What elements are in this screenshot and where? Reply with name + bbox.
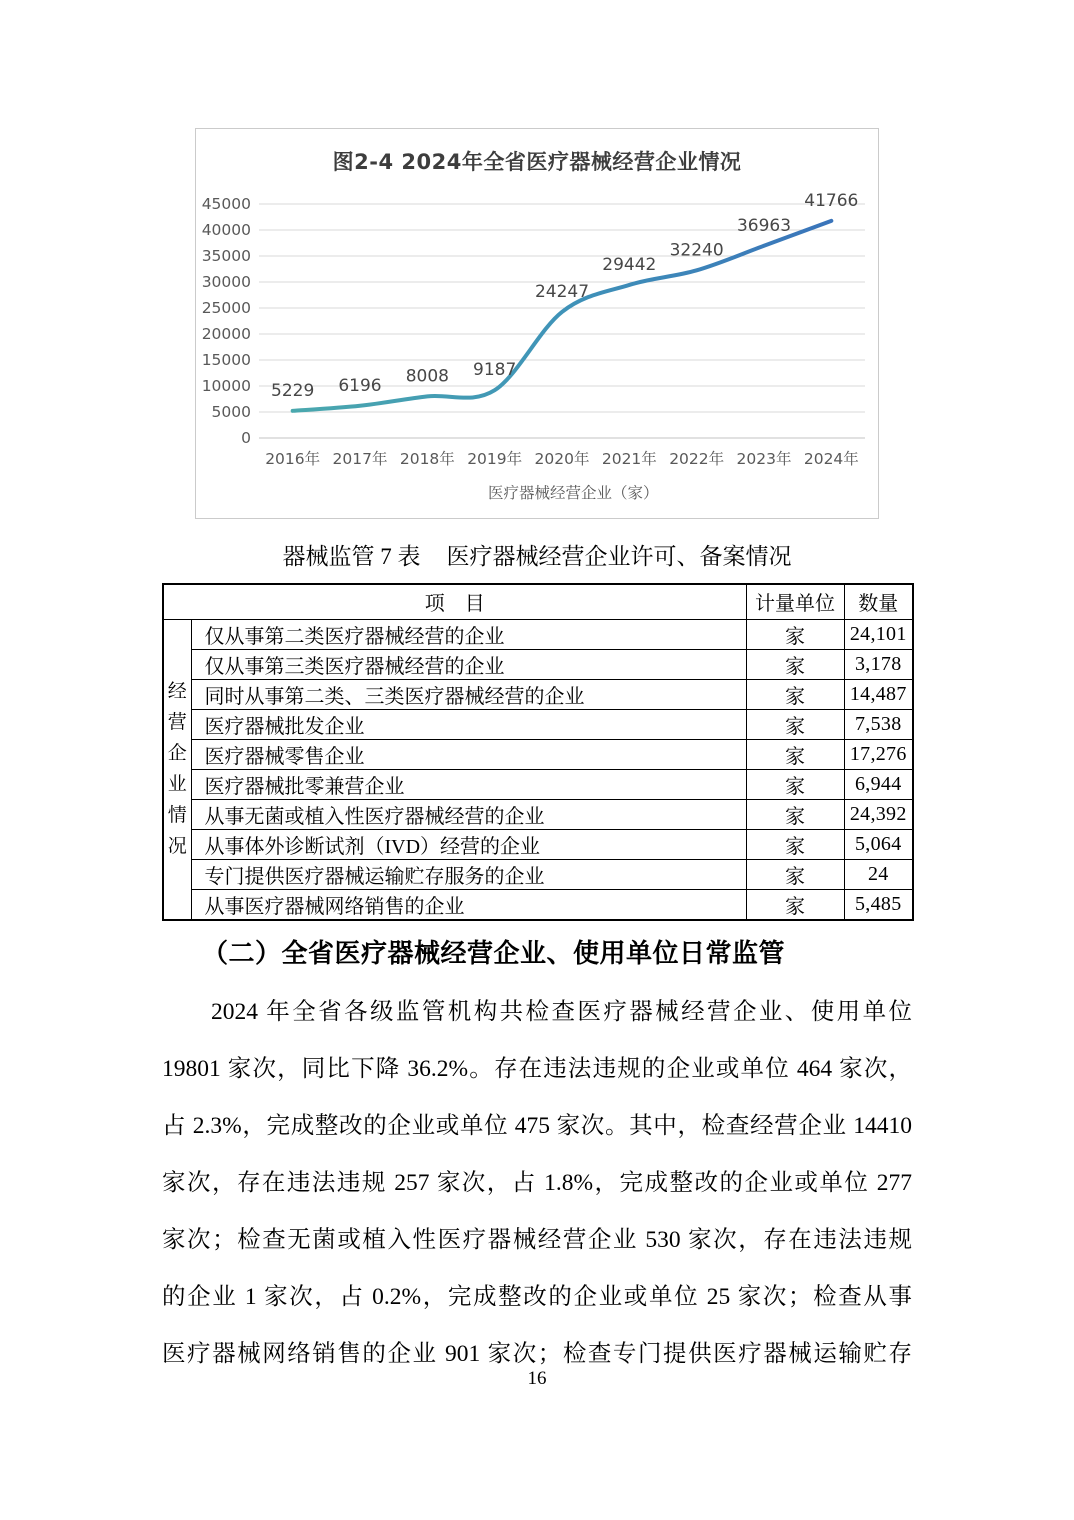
table-row <box>163 829 913 859</box>
table-row <box>163 769 913 799</box>
chart-data-label: 29442 <box>602 254 657 275</box>
chart-data-label: 24247 <box>534 281 590 302</box>
chart-y-tick-label: 10000 <box>201 377 251 395</box>
chart-x-tick-label: 2019年 <box>467 450 523 468</box>
chart-data-label: 5229 <box>271 380 315 401</box>
chart-plot-area <box>196 189 880 519</box>
qty-cell: 14,487 <box>844 679 913 709</box>
unit-cell: 家 <box>746 709 844 739</box>
chart-x-tick-label: 2016年 <box>265 450 321 468</box>
chart-y-tick-label: 15000 <box>201 351 251 369</box>
chart-x-tick-label: 2017年 <box>332 450 388 468</box>
paragraph-line: 家次，存在违法违规 257 家次，占 1.8%，完成整改的企业或单位 277 <box>162 1170 912 1196</box>
chart-x-tick-label: 2020年 <box>534 450 590 468</box>
chart-y-tick-label: 25000 <box>201 299 251 317</box>
chart-y-tick-label: 0 <box>241 429 251 447</box>
chart-data-label: 9187 <box>473 360 517 381</box>
qty-cell: 24,392 <box>844 799 913 829</box>
chart-figure <box>195 128 879 519</box>
section-heading: （二）全省医疗器械经营企业、使用单位日常监管 <box>202 938 786 968</box>
chart-y-tick-label: 30000 <box>201 273 251 291</box>
table-caption <box>162 538 912 571</box>
table-body <box>163 619 913 920</box>
chart-data-label: 36963 <box>736 215 792 236</box>
item-cell: 医疗器械零售企业 <box>191 739 746 769</box>
paragraph-line: 2024 年全省各级监管机构共检查医疗器械经营企业、使用单位 <box>211 999 912 1025</box>
item-cell: 专门提供医疗器械运输贮存服务的企业 <box>191 859 746 889</box>
chart-y-tick-label: 5000 <box>211 403 251 421</box>
unit-cell: 家 <box>746 649 844 679</box>
qty-cell: 24,101 <box>844 619 913 649</box>
chart-x-tick-label: 2021年 <box>601 450 657 468</box>
qty-cell: 3,178 <box>844 649 913 679</box>
item-cell: 仅从事第三类医疗器械经营的企业 <box>191 649 746 679</box>
unit-cell: 家 <box>746 679 844 709</box>
chart-title: 图2-4 2024年全省医疗器械经营企业情况 <box>332 150 742 174</box>
unit-cell: 家 <box>746 889 844 920</box>
unit-cell: 家 <box>746 769 844 799</box>
chart-x-tick-label: 2022年 <box>669 450 725 468</box>
item-cell: 从事体外诊断试剂（IVD）经营的企业 <box>191 829 746 859</box>
table-row <box>163 709 913 739</box>
chart-data-label: 41766 <box>804 190 859 211</box>
table-header <box>163 584 913 619</box>
item-cell: 从事无菌或植入性医疗器械经营的企业 <box>191 799 746 829</box>
body-paragraph <box>162 984 912 1383</box>
chart-data-label: 32240 <box>669 240 724 261</box>
qty-cell: 17,276 <box>844 739 913 769</box>
qty-cell: 24 <box>844 859 913 889</box>
unit-cell: 家 <box>746 739 844 769</box>
chart-data-label: 6196 <box>338 375 382 396</box>
qty-cell: 5,485 <box>844 889 913 920</box>
table-row <box>163 619 913 649</box>
item-cell: 同时从事第二类、三类医疗器械经营的企业 <box>191 679 746 709</box>
qty-cell: 6,944 <box>844 769 913 799</box>
item-cell: 医疗器械批发企业 <box>191 709 746 739</box>
page-number: 16 <box>527 1368 547 1389</box>
table-row <box>163 859 913 889</box>
chart-x-tick-label: 2018年 <box>399 450 455 468</box>
paragraph-line: 19801 家次，同比下降 36.2%。存在违法违规的企业或单位 464 家次， <box>162 1056 912 1082</box>
header-item: 项 目 <box>163 584 746 619</box>
item-cell: 从事医疗器械网络销售的企业 <box>191 889 746 920</box>
unit-cell: 家 <box>746 829 844 859</box>
table-row <box>163 739 913 769</box>
item-cell: 仅从事第二类医疗器械经营的企业 <box>191 619 746 649</box>
item-cell: 医疗器械批零兼营企业 <box>191 769 746 799</box>
header-unit: 计量单位 <box>746 584 844 619</box>
chart-data-label: 8008 <box>405 366 449 387</box>
paragraph-line: 医疗器械网络销售的企业 901 家次；检查专门提供医疗器械运输贮存 <box>162 1341 912 1367</box>
header-qty: 数量 <box>844 584 913 619</box>
paragraph-line: 家次；检查无菌或植入性医疗器械经营企业 530 家次，存在违法违规 <box>162 1227 912 1253</box>
chart-legend-label: 医疗器械经营企业（家） <box>488 484 659 502</box>
unit-cell: 家 <box>746 799 844 829</box>
table-row <box>163 799 913 829</box>
unit-cell: 家 <box>746 859 844 889</box>
chart-svg <box>196 189 880 519</box>
qty-cell: 7,538 <box>844 709 913 739</box>
table-header-row <box>163 584 913 619</box>
chart-y-tick-label: 35000 <box>201 247 251 265</box>
chart-x-tick-label: 2024年 <box>803 450 859 468</box>
table-caption-number: 器械监管 7 表 <box>282 544 421 569</box>
chart-y-tick-label: 40000 <box>201 221 251 239</box>
table-caption-text: 医疗器械经营企业许可、备案情况 <box>446 544 792 569</box>
table-row <box>163 889 913 920</box>
table-row <box>163 679 913 709</box>
chart-y-tick-label: 45000 <box>201 195 251 213</box>
chart-y-tick-label: 20000 <box>201 325 251 343</box>
qty-cell: 5,064 <box>844 829 913 859</box>
table-group-label: 经 营 企 业 情 况 <box>163 619 191 920</box>
table-row <box>163 649 913 679</box>
paragraph-line: 占 2.3%，完成整改的企业或单位 475 家次。其中，检查经营企业 14410 <box>162 1113 912 1139</box>
unit-cell: 家 <box>746 619 844 649</box>
license-record-table <box>162 583 914 921</box>
chart-x-tick-label: 2023年 <box>736 450 792 468</box>
paragraph-line: 的企业 1 家次，占 0.2%，完成整改的企业或单位 25 家次；检查从事 <box>162 1284 912 1310</box>
